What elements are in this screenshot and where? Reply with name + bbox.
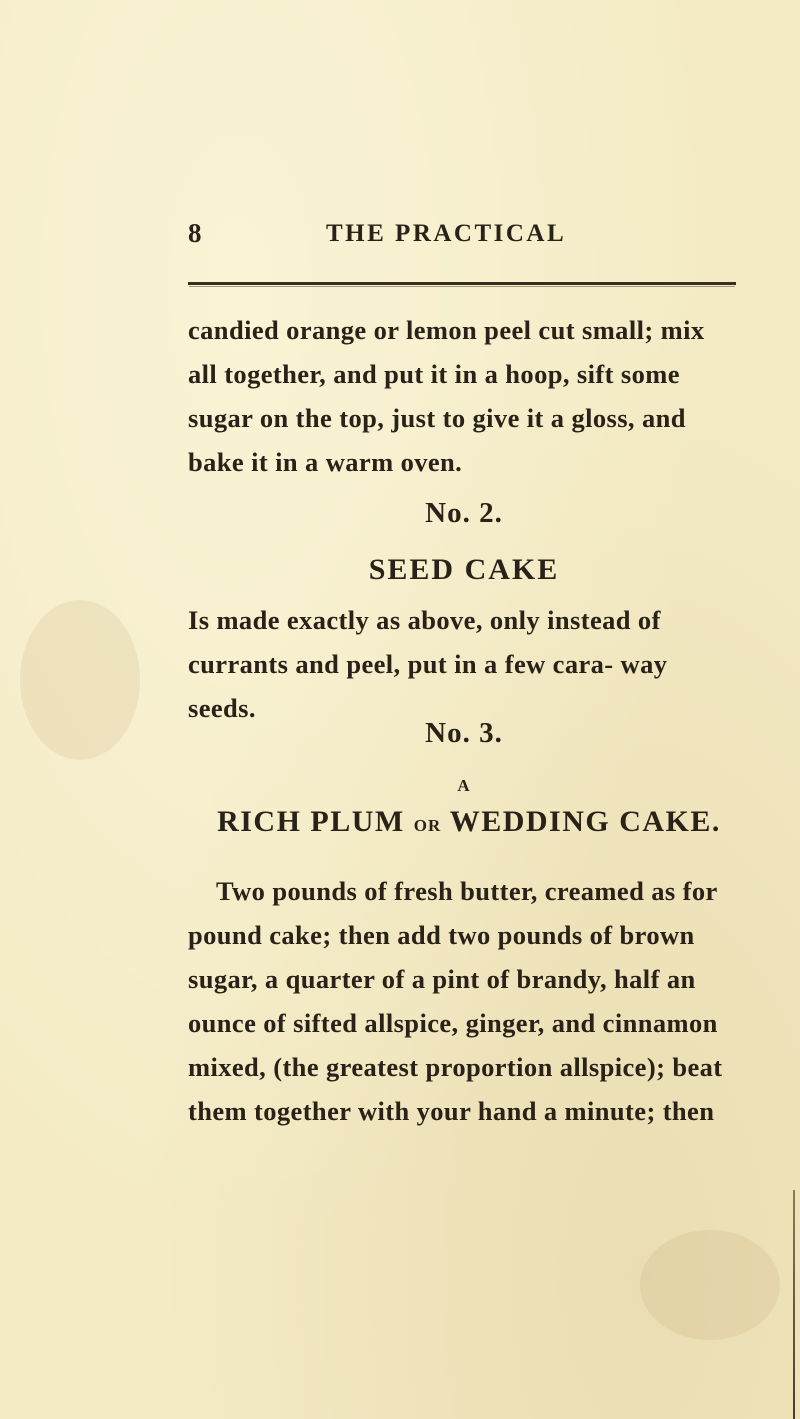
- page-edge-shadow: [793, 1190, 795, 1419]
- recipe-title-seed-cake: SEED CAKE: [368, 553, 560, 586]
- title-or: OR: [413, 816, 442, 835]
- recipe-text-seed-cake: Is made exactly as above, only instead of currants and peel, put in a few cara- way seeds.: [188, 605, 668, 723]
- title-part-wedding-cake: WEDDING CAKE.: [449, 805, 721, 838]
- recipe-title-article: A: [457, 776, 471, 795]
- paper-stain: [20, 600, 140, 760]
- page-number: 8: [188, 218, 203, 248]
- header-rule: [188, 282, 736, 285]
- recipe-number-2: No. 2.: [425, 497, 503, 529]
- paragraph-continuation: candied orange or lemon peel cut small; mix all together, and put it in a hoop, sift some sugar on the top, just to give it a gloss, and bake it in a warm oven.: [188, 315, 705, 477]
- recipe-title-wedding-cake: [174, 805, 764, 839]
- paper-stain: [640, 1230, 780, 1340]
- page-header: [188, 218, 748, 258]
- recipe-text-wedding-cake: Two pounds of fresh butter, creamed as for pound cake; then add two pounds of brown sugar, a quarter of a pint of brandy, half an ounce of sifted allspice, ginger, and cinnamon mixed, (the greatest proportion allspice); beat them together with your hand a minute; then: [188, 876, 723, 1126]
- recipe-number-3: No. 3.: [425, 717, 503, 749]
- running-head: THE PRACTICAL: [326, 220, 567, 247]
- title-part-rich-plum: RICH PLUM: [217, 805, 405, 838]
